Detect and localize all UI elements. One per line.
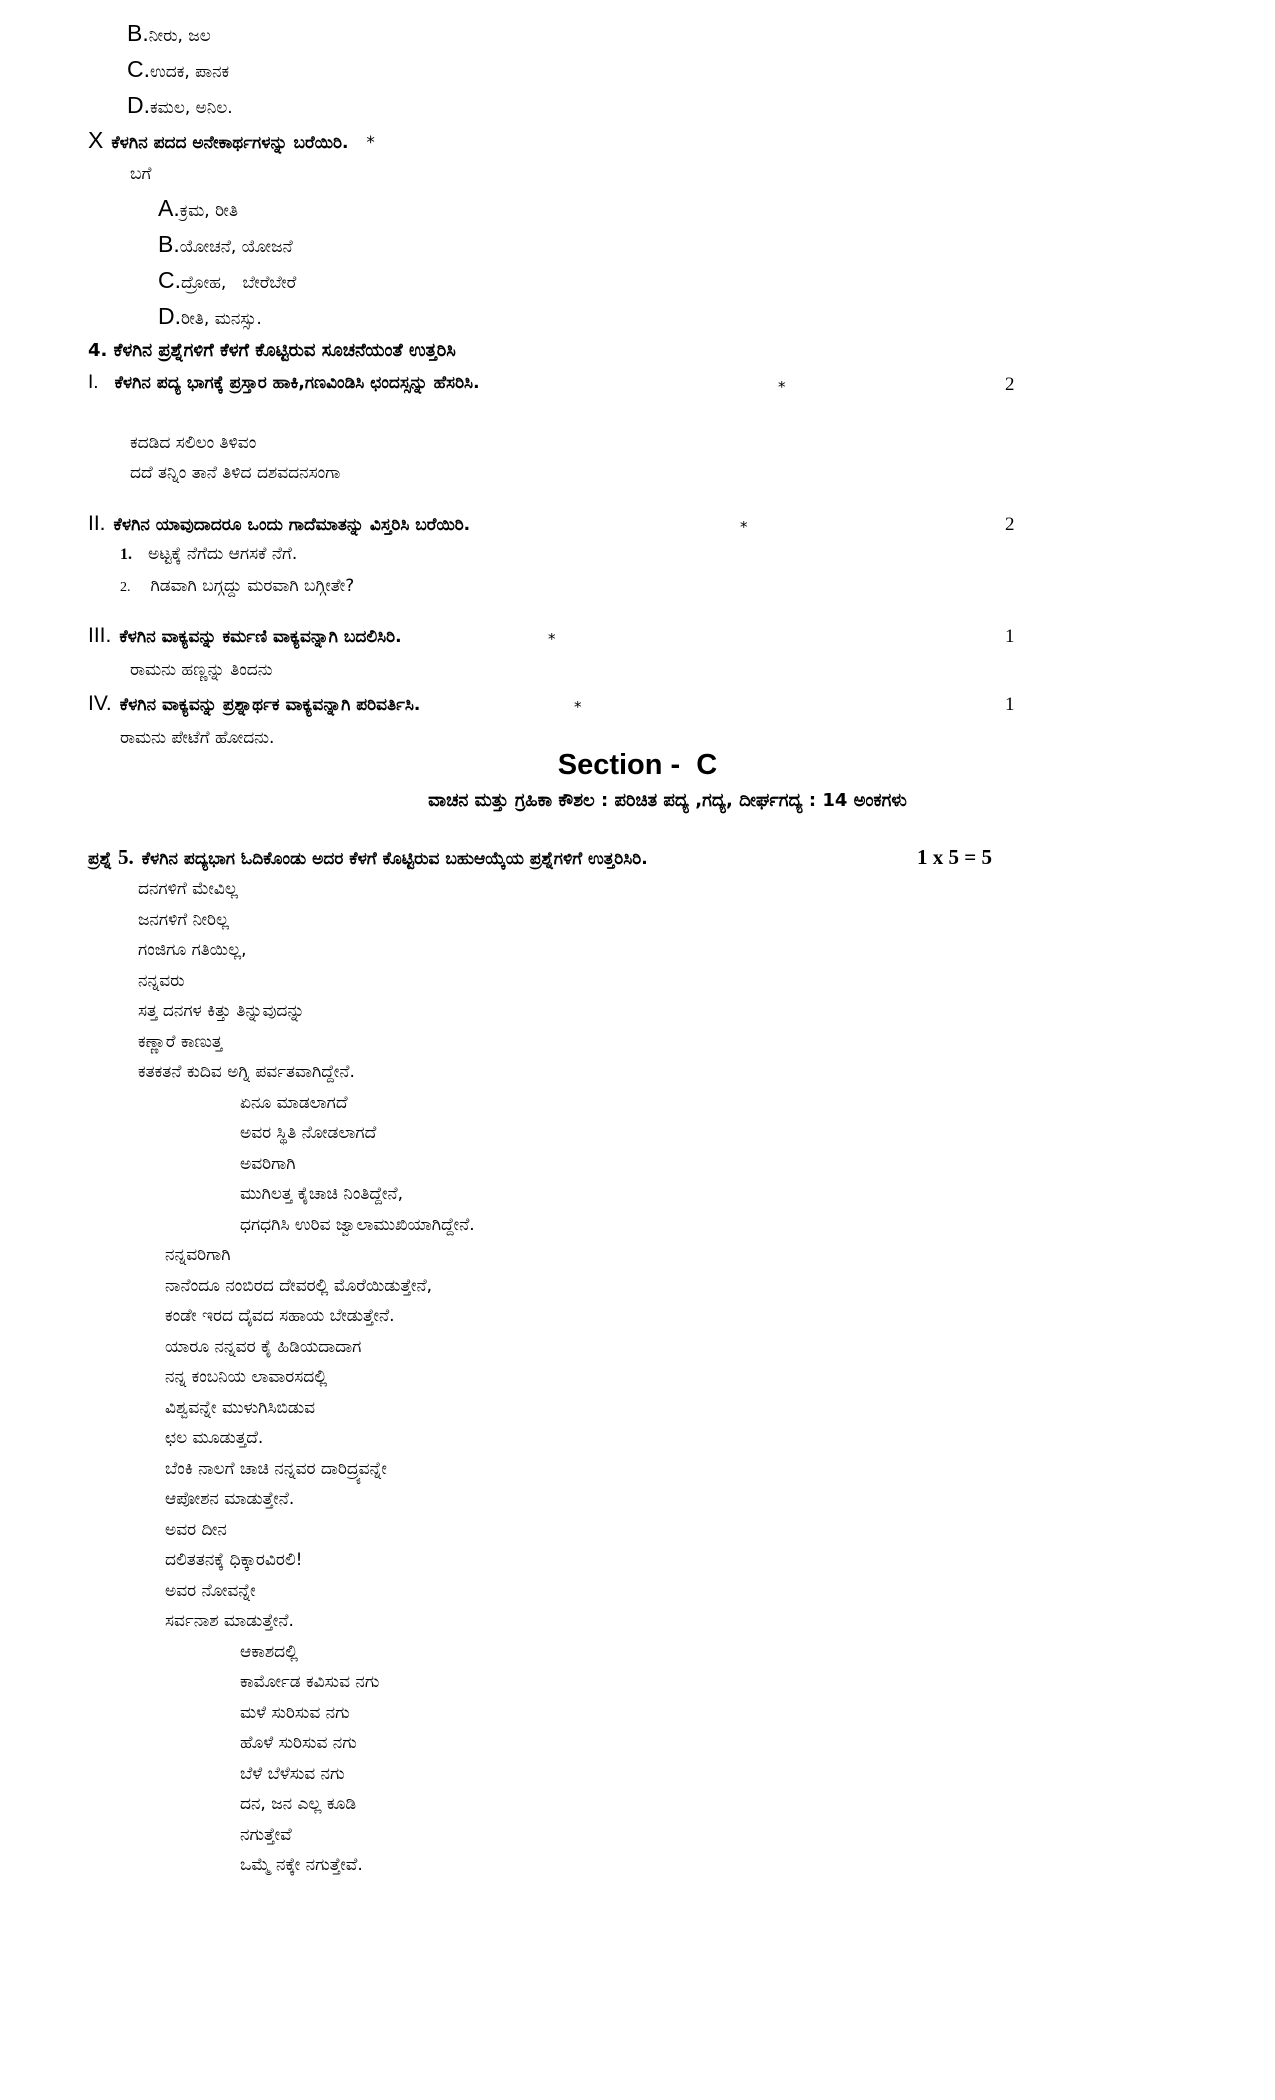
question-label: ಪ್ರಶ್ನೆ — [88, 849, 112, 869]
option-letter: C. — [127, 56, 150, 82]
poem-line: ಆಪೋಶನ ಮಾಡುತ್ತೇನೆ. — [165, 1489, 295, 1509]
option-letter: C. — [158, 267, 181, 293]
poem-line: ಛಲ ಮೂಡುತ್ತದೆ. — [165, 1428, 264, 1448]
required-star: * — [574, 698, 582, 716]
item-number: 1. — [120, 546, 132, 563]
option-text: ರೀತಿ, ಮನಸ್ಸು. — [181, 309, 262, 329]
poem-line: ಬೆಂಕಿ ನಾಲಗೆ ಚಾಚಿ ನನ್ನವರ ದಾರಿದ್ರ್ಯವನ್ನೇ — [165, 1459, 387, 1479]
poem-line: ಕಂಡೇ ಇರದ ದೈವದ ಸಹಾಯ ಬೇಡುತ್ತೇನೆ. — [165, 1306, 395, 1326]
poem-line: ವಿಶ್ವವನ್ನೇ ಮುಳುಗಿಸಿಬಿಡುವ — [165, 1398, 316, 1418]
poem-line: ಕಾರ್ಮೋಡ ಕವಿಸುವ ನಗು — [240, 1672, 380, 1692]
poem-line: ಒಮ್ಮೆ ನಕ್ಕೇ ನಗುತ್ತೇವೆ. — [240, 1855, 363, 1875]
option-letter: D. — [127, 92, 150, 118]
marks: 1 — [1005, 694, 1015, 715]
option-c — [127, 56, 229, 83]
question-x — [88, 127, 375, 154]
poem-line: ದದೆ ತನ್ನಿಂ ತಾನೆ ತಿಳಿದ ದಶವದನಸಂಗಾ — [130, 463, 341, 483]
poem-line: ಸರ್ವನಾಶ ಮಾಡುತ್ತೇನೆ. — [165, 1611, 294, 1631]
option-letter: B. — [127, 20, 149, 46]
item-number: 2. — [120, 580, 131, 595]
question-sentence: ರಾಮನು ಪೇಟೆಗೆ ಹೋದನು. — [120, 728, 275, 748]
question-4-heading: 4. ಕೆಳಗಿನ ಪ್ರಶ್ನೆಗಳಿಗೆ ಕೆಳಗೆ ಕೊಟ್ಟಿರುವ ಸೂಚನೆಯಂತೆ ಉತ್ತರಿಸಿ — [88, 340, 456, 361]
item-text: ಅಟ್ಟಕ್ಕೆ ನೆಗೆದು ಆಗಸಕೆ ನೆಗೆ. — [148, 544, 298, 564]
proverb-item — [120, 576, 354, 599]
question-text: ಕೆಳಗಿನ ಪದ್ಯಭಾಗ ಓದಿಕೊಂಡು ಅದರ ಕೆಳಗೆ ಕೊಟ್ಟಿರುವ ಬಹುಆಯ್ಕೆಯ ಪ್ರಶ್ನೆಗಳಿಗೆ ಉತ್ತರಿಸಿರಿ. — [141, 849, 648, 869]
poem-line: ನನ್ನ ಕಂಬನಿಯ ಲಾವಾರಸದಲ್ಲಿ — [165, 1367, 328, 1387]
poem-line: ಗಂಜಿಗೂ ಗತಿಯಿಲ್ಲ, — [138, 940, 247, 960]
option-b — [158, 231, 293, 258]
option-letter: B. — [158, 231, 180, 257]
poem-line: ಕದಡಿದ ಸಲಿಲಂ ತಿಳಿವಂ — [130, 433, 257, 453]
marks: 1 — [1005, 626, 1015, 647]
poem-line: ದನ, ಜನ ಎಲ್ಲ ಕೂಡಿ — [240, 1794, 357, 1814]
option-d — [158, 303, 262, 330]
poem-line: ಸತ್ತ ದನಗಳ ಕಿತ್ತು ತಿನ್ನುವುದನ್ನು — [138, 1001, 305, 1021]
option-text: ದ್ರೋಹ, ಬೇರೆಬೇರೆ — [181, 273, 297, 293]
poem-line: ಮುಗಿಲತ್ತ ಕೈಚಾಚಿ ನಿಂತಿದ್ದೇನೆ, — [240, 1184, 404, 1204]
option-d — [127, 92, 233, 119]
question-4-ii — [88, 512, 470, 536]
poem-line: ಅವರ ಸ್ಥಿತಿ ನೋಡಲಾಗದೆ — [240, 1123, 377, 1143]
poem-line: ಯಾರೂ ನನ್ನವರ ಕೈ ಹಿಡಿಯದಾದಾಗ — [165, 1337, 362, 1357]
poem-line: ಆಕಾಶದಲ್ಲಿ — [240, 1642, 299, 1662]
question-text: ಕೆಳಗಿನ ವಾಕ್ಯವನ್ನು ಕರ್ಮಣಿ ವಾಕ್ಯವನ್ನಾಗಿ ಬದಲಿಸಿರಿ. — [119, 627, 402, 647]
poem-line: ದಲಿತತನಕ್ಕೆ ಧಿಕ್ಕಾರವಿರಲಿ! — [165, 1550, 303, 1570]
marks: 2 — [1005, 374, 1015, 395]
option-a — [158, 195, 238, 222]
option-letter: A. — [158, 195, 180, 221]
question-sentence: ರಾಮನು ಹಣ್ಣನ್ನು ತಿಂದನು — [130, 660, 273, 680]
option-text: ನೀರು, ಜಲ — [148, 26, 211, 46]
poem-line: ಅವರ ದೀನ — [165, 1520, 227, 1540]
question-word: ಬಗೆ — [130, 164, 152, 184]
required-star: * — [740, 518, 748, 536]
poem-line: ಹೊಳೆ ಸುರಿಸುವ ನಗು — [240, 1733, 357, 1753]
poem-line: ಏನೂ ಮಾಡಲಾಗದೆ — [240, 1093, 348, 1113]
poem-line: ಬೆಳೆ ಬೆಳೆಸುವ ನಗು — [240, 1764, 345, 1784]
poem-line: ನನ್ನವರಿಗಾಗಿ — [165, 1245, 231, 1265]
question-text: ಕೆಳಗಿನ ಪದ್ಯ ಭಾಗಕ್ಕೆ ಪ್ರಸ್ತಾರ ಹಾಕಿ,ಗಣವಿಂಡಿಸಿ ಛಂದಸ್ಸನ್ನು ಹೆಸರಿಸಿ. — [114, 373, 480, 393]
marks: 2 — [1005, 514, 1015, 535]
item-text: ಗಿಡವಾಗಿ ಬಗ್ಗದ್ದು ಮರವಾಗಿ ಬಗ್ಗೀತೇ? — [150, 576, 355, 596]
option-c — [158, 267, 296, 294]
poem-line: ದನಗಳಿಗೆ ಮೇವಿಲ್ಲ — [138, 879, 238, 899]
option-text: ಯೋಚನೆ, ಯೋಜನೆ — [179, 237, 293, 257]
question-label: I. — [88, 372, 99, 393]
question-label: IV. — [88, 692, 112, 715]
option-letter: D. — [158, 303, 181, 329]
poem-line: ಕಣ್ಣಾರೆ ಕಾಣುತ್ತ — [138, 1032, 223, 1052]
poem-line: ನನ್ನವರು — [138, 971, 185, 991]
poem-line: ಮಳೆ ಸುರಿಸುವ ನಗು — [240, 1703, 350, 1723]
proverb-item — [120, 544, 297, 566]
marks: 1 x 5 = 5 — [917, 845, 992, 869]
required-star: * — [548, 630, 556, 648]
question-4-i — [88, 372, 480, 394]
question-4-iii — [88, 624, 402, 648]
question-text: ಕೆಳಗಿನ ಯಾವುದಾದರೂ ಒಂದು ಗಾದೆಮಾತನ್ನು ವಿಸ್ತರಿಸಿ ಬರೆಯಿರಿ. — [113, 515, 471, 535]
option-text: ಕಮಲ, ಅನಿಲ. — [150, 98, 233, 118]
question-label: III. — [88, 624, 112, 647]
poem-line: ಜನಗಳಿಗೆ ನೀರಿಲ್ಲ — [138, 910, 229, 930]
question-text: ಕೆಳಗಿನ ಪದದ ಅನೇಕಾರ್ಥಗಳನ್ನು ಬರೆಯಿರಿ. — [111, 133, 349, 153]
option-text: ಉದಕ, ಪಾನಕ — [150, 62, 230, 82]
poem-line: ಅವರ ನೋವನ್ನೇ — [165, 1581, 256, 1601]
poem-line: ಕತಕತನೆ ಕುದಿವ ಅಗ್ನಿ ಪರ್ವತವಾಗಿದ್ದೇನೆ. — [138, 1062, 355, 1082]
section-subtitle: ವಾಚನ ಮತ್ತು ಗ್ರಹಿಕಾ ಕೌಶಲ : ಪರಿಚಿತ ಪದ್ಯ ,ಗದ್ಯ, ದೀರ್ಘಗದ್ಯ : 14 ಅಂಕಗಳು — [428, 790, 907, 811]
required-star: * — [778, 378, 786, 396]
poem-line: ನಗುತ್ತೇವೆ — [240, 1825, 292, 1845]
section-title: Section - C — [557, 749, 718, 781]
poem-line: ಧಗಧಗಿಸಿ ಉರಿವ ಜ್ವಾಲಾಮುಖಿಯಾಗಿದ್ದೇನೆ. — [240, 1215, 475, 1235]
option-b — [127, 20, 211, 47]
question-label: X — [88, 127, 104, 153]
question-5 — [88, 846, 648, 869]
question-text: ಕೆಳಗಿನ ವಾಕ್ಯವನ್ನು ಪ್ರಶ್ನಾರ್ಥಕ ವಾಕ್ಯವನ್ನಾಗಿ ಪರಿವರ್ತಿಸಿ. — [119, 695, 421, 715]
poem-line: ನಾನೆಂದೂ ನಂಬಿರದ ದೇವರಲ್ಲಿ ಮೊರೆಯಿಡುತ್ತೇನೆ, — [165, 1276, 433, 1296]
question-label: II. — [88, 512, 106, 535]
option-text: ಕ್ರಮ, ರೀತಿ — [179, 201, 238, 221]
poem-line: ಅವರಿಗಾಗಿ — [240, 1154, 296, 1174]
question-4-iv — [88, 692, 420, 716]
required-star: * — [366, 133, 375, 153]
question-number: 5. — [117, 845, 134, 869]
